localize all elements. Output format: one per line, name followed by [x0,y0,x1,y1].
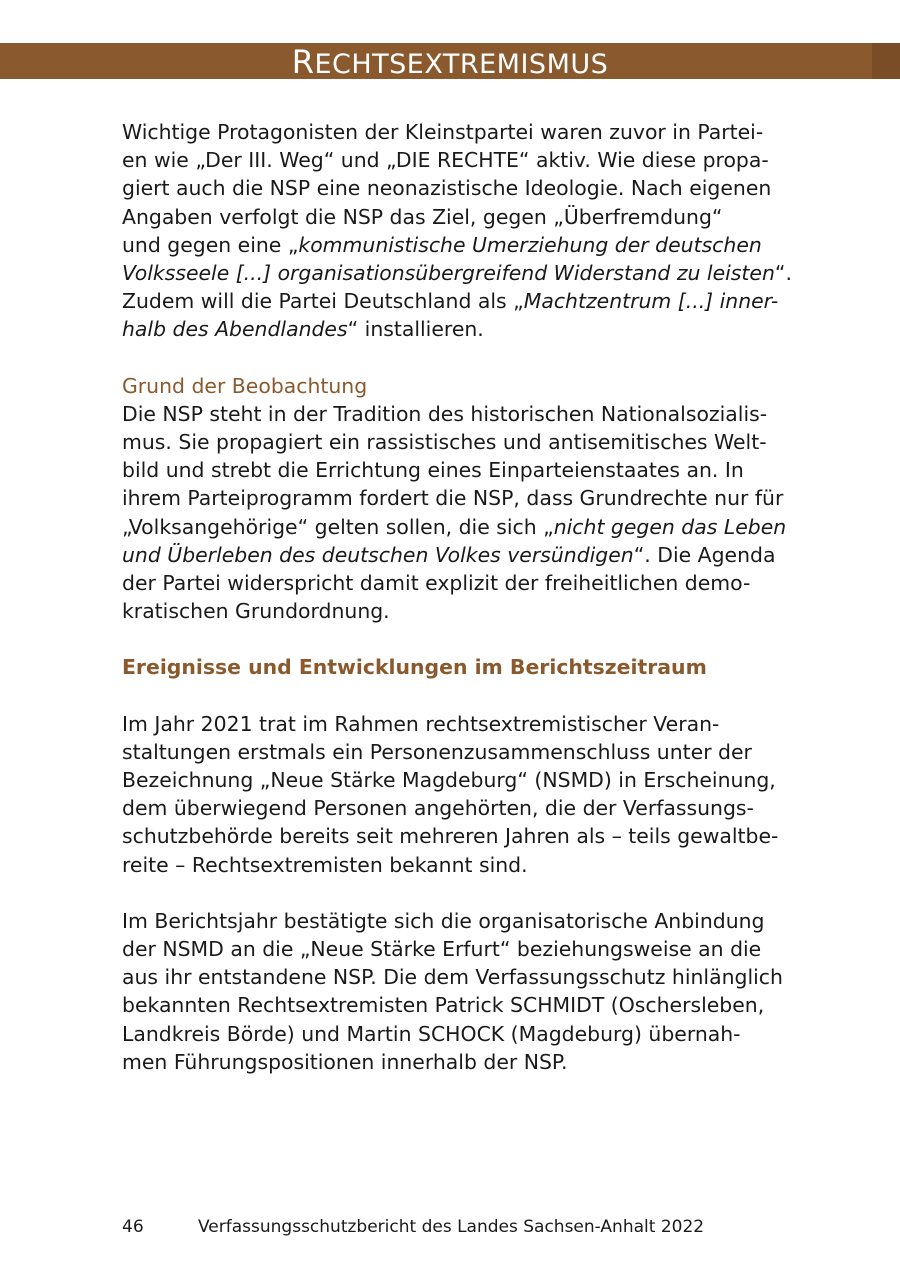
text-line: Im Jahr 2021 trat im Rahmen rechtsextremistischer Veran- [122,711,720,736]
grund-heading: Grund der Beobachtung [122,373,368,398]
text-line: Landkreis Börde) und Martin SCHOCK (Magdeburg) übernah- [122,1021,741,1046]
main-content [122,118,792,1076]
page-footer [122,1216,705,1238]
text-line: Volksseele [...] organisationsübergreifend Widerstand zu leisten“. [122,261,792,286]
text-line: dem überwiegend Personen angehörten, die der Verfassungs- [122,796,754,821]
text-line: Angaben verfolgt die NSP das Ziel, gegen „Überfremdung“ [122,204,723,229]
events-heading: Ereignisse und Entwicklungen im Berichtszeitraum [122,655,707,680]
text-line: der NSMD an die „Neue Stärke Erfurt“ beziehungsweise an die [122,937,762,962]
grund-section [122,372,787,626]
text-line: Bezeichnung „Neue Stärke Magdeburg“ (NSMD) in Erscheinung, [122,768,776,793]
text-line: kratischen Grundordnung. [122,599,390,624]
text-line: men Führungspositionen innerhalb der NSP. [122,1049,568,1074]
text-line: schutzbehörde bereits seit mehreren Jahren als – teils gewaltbe- [122,824,779,849]
text-line: Im Berichtsjahr bestätigte sich die organisatorische Anbindung [122,908,765,933]
text-line: aus ihr entstandene NSP. Die dem Verfassungsschutz hinlänglich [122,965,783,990]
publication-title: Verfassungsschutzbericht des Landes Sachsen-Anhalt 2022 [198,1217,705,1237]
text-line: bild und strebt die Errichtung eines Einparteienstaates an. In [122,458,744,483]
events-paragraph-1 [122,710,782,879]
text-line: Die NSP steht in der Tradition des historischen Nationalsozialis- [122,401,768,426]
text-line: mus. Sie propagiert ein rassistisches und antisemitisches Welt- [122,430,767,455]
text-line: Zudem will die Partei Deutschland als „Machtzentrum [...] inner- [122,289,779,314]
text-line: bekannten Rechtsextremisten Patrick SCHMIDT (Oschersleben, [122,993,765,1018]
text-line: halb des Abendlandes“ installieren. [122,317,484,342]
events-paragraph-2 [122,907,782,1076]
text-line: und Überleben des deutschen Volkes versündigen“. Die Agenda [122,542,776,567]
section-title: RECHTSEXTREMISMUS [291,43,609,81]
text-line: reite – Rechtsextremisten bekannt sind. [122,852,528,877]
text-line: giert auch die NSP eine neonazistische Ideologie. Nach eigenen [122,176,772,201]
text-line: staltungen erstmals ein Personenzusammenschluss unter der [122,739,752,764]
text-line: „Volksangehörige“ gelten sollen, die sich „nicht gegen das Leben [122,514,787,539]
intro-paragraph [122,118,792,344]
text-line: und gegen eine „kommunistische Umerziehung der deutschen [122,232,762,257]
text-line: en wie „Der III. Weg“ und „DIE RECHTE“ aktiv. Wie diese propa- [122,148,769,173]
text-line: Wichtige Protagonisten der Kleinstpartei waren zuvor in Partei- [122,120,764,144]
page-number: 46 [122,1217,144,1237]
text-line: der Partei widerspricht damit explizit der freiheitlichen demo- [122,571,751,596]
text-line: ihrem Parteiprogramm fordert die NSP, dass Grundrechte nur für [122,486,784,511]
